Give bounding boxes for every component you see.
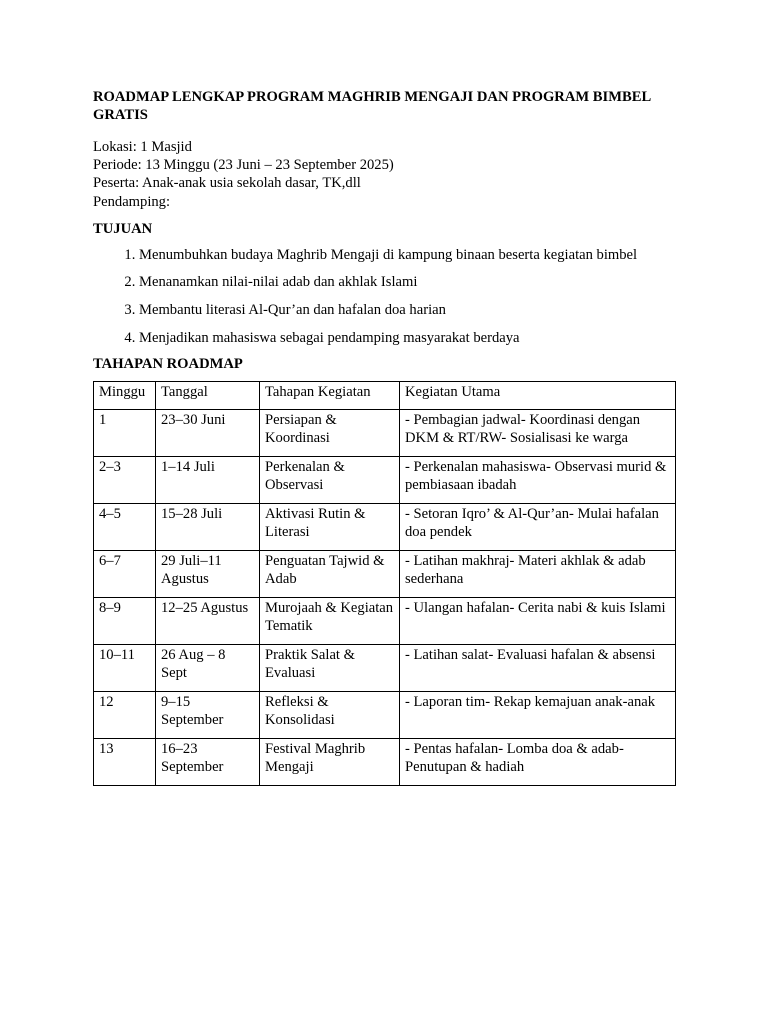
column-header-main-activity: Kegiatan Utama (400, 382, 676, 410)
stage-cell: Perkenalan & Observasi (260, 456, 400, 503)
week-cell: 13 (94, 738, 156, 785)
date-cell: 16–23 September (156, 738, 260, 785)
date-cell: 12–25 Agustus (156, 597, 260, 644)
stage-cell: Praktik Salat & Evaluasi (260, 644, 400, 691)
table-row (94, 456, 676, 503)
column-header-date: Tanggal (156, 382, 260, 410)
goal-item: 3. Membantu literasi Al-Qur’an dan hafalan doa harian (139, 301, 677, 319)
activity-cell: - Ulangan hafalan- Cerita nabi & kuis Islami (400, 597, 676, 644)
column-header-stage: Tahapan Kegiatan (260, 382, 400, 410)
participants-line: Peserta: Anak-anak usia sekolah dasar, TK,dll (93, 175, 361, 192)
activity-cell: - Latihan makhraj- Materi akhlak & adab sederhana (400, 550, 676, 597)
week-cell: 12 (94, 691, 156, 738)
date-cell: 9–15 September (156, 691, 260, 738)
document-page (93, 86, 677, 786)
column-header-week: Minggu (94, 382, 156, 410)
week-cell: 1 (94, 409, 156, 456)
activity-cell: - Setoran Iqro’ & Al-Qur’an- Mulai hafalan doa pendek (400, 503, 676, 550)
companion-line: Pendamping: (93, 193, 171, 210)
date-cell: 1–14 Juli (156, 456, 260, 503)
activity-cell: - Latihan salat- Evaluasi hafalan & absensi (400, 644, 676, 691)
date-cell: 26 Aug – 8 Sept (156, 644, 260, 691)
goal-item: 2. Menanamkan nilai-nilai adab dan akhlak Islami (139, 273, 677, 291)
week-cell: 6–7 (94, 550, 156, 597)
week-cell: 2–3 (94, 456, 156, 503)
stage-cell: Penguatan Tajwid & Adab (260, 550, 400, 597)
goal-item: 1. Menumbuhkan budaya Maghrib Mengaji di kampung binaan beserta kegiatan bimbel (139, 246, 677, 264)
document-title: ROADMAP LENGKAP PROGRAM MAGHRIB MENGAJI DAN PROGRAM BIMBEL GRATIS (93, 89, 651, 123)
stage-cell: Murojaah & Kegiatan Tematik (260, 597, 400, 644)
location-line: Lokasi: 1 Masjid (93, 139, 192, 155)
stage-cell: Festival Maghrib Mengaji (260, 738, 400, 785)
date-cell: 23–30 Juni (156, 409, 260, 456)
table-row (94, 691, 676, 738)
table-row (94, 738, 676, 785)
stage-cell: Aktivasi Rutin & Literasi (260, 503, 400, 550)
week-cell: 8–9 (94, 597, 156, 644)
table-row (94, 597, 676, 644)
stage-cell: Persiapan & Koordinasi (260, 409, 400, 456)
date-cell: 29 Juli–11 Agustus (156, 550, 260, 597)
goals-heading: TUJUAN (93, 220, 153, 237)
roadmap-heading: TAHAPAN ROADMAP (93, 356, 243, 373)
week-cell: 4–5 (94, 503, 156, 550)
program-info (93, 138, 677, 211)
goals-list (93, 246, 677, 347)
date-cell: 15–28 Juli (156, 503, 260, 550)
table-row (94, 550, 676, 597)
activity-cell: - Perkenalan mahasiswa- Observasi murid & pembiasaan ibadah (400, 456, 676, 503)
table-header-row (94, 382, 676, 410)
roadmap-table (93, 381, 676, 786)
activity-cell: - Pentas hafalan- Lomba doa & adab-Penutupan & hadiah (400, 738, 676, 785)
week-cell: 10–11 (94, 644, 156, 691)
activity-cell: - Pembagian jadwal- Koordinasi dengan DKM & RT/RW- Sosialisasi ke warga (400, 409, 676, 456)
period-line: Periode: 13 Minggu (23 Juni – 23 September 2025) (93, 157, 394, 174)
stage-cell: Refleksi & Konsolidasi (260, 691, 400, 738)
goal-item: 4. Menjadikan mahasiswa sebagai pendamping masyarakat berdaya (139, 329, 677, 347)
table-row (94, 644, 676, 691)
activity-cell: - Laporan tim- Rekap kemajuan anak-anak (400, 691, 676, 738)
table-row (94, 409, 676, 456)
table-row (94, 503, 676, 550)
